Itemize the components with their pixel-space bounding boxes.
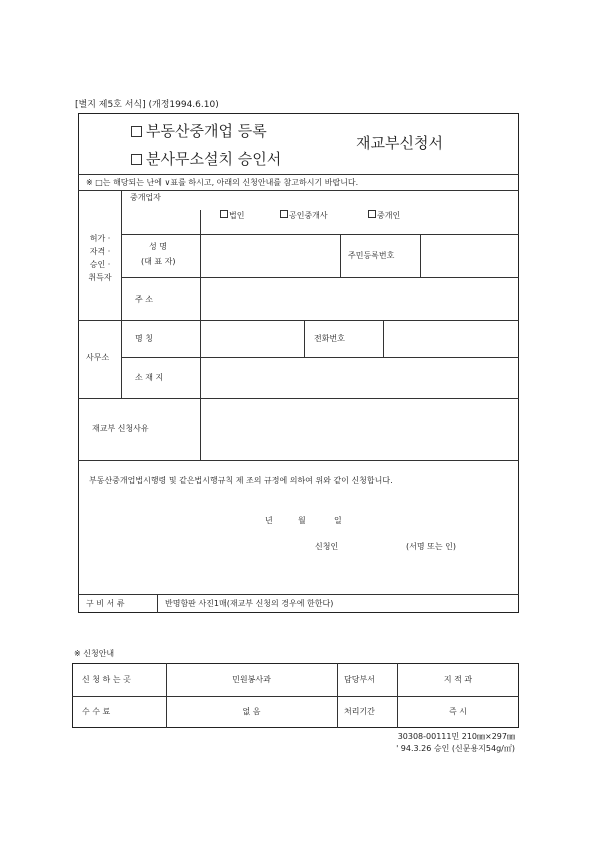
representative-label: (대 표 자): [141, 257, 176, 266]
guide-period-value: 즉 시: [449, 707, 467, 716]
form-number: [별지 제5호 서식] (개정1994.6.10): [75, 100, 219, 110]
date-day: 일: [334, 516, 342, 525]
checkbox-agent[interactable]: [368, 210, 376, 218]
guide-place-label: 신 청 하 는 곳: [82, 675, 131, 684]
guide-period-label: 처리기간: [344, 707, 375, 716]
broker-label: 중개업자: [130, 193, 161, 202]
guide-place-value: 민원봉사과: [232, 675, 271, 684]
office-name-field[interactable]: [202, 322, 302, 356]
title-option-branch-office[interactable]: 분사무소설치 승인서: [131, 152, 281, 167]
reason-field[interactable]: [202, 400, 517, 458]
phone-label: 전화번호: [314, 334, 345, 343]
guide-fee-value: 없 음: [242, 707, 261, 716]
office-section-label: 사무소: [86, 353, 110, 362]
guide-dept-label: 담당부서: [344, 675, 375, 684]
footer-code: 30308-00111민 210㎜×297㎜: [397, 732, 515, 741]
applicant-label: 신청인: [315, 542, 339, 551]
resident-id-label: 주민등록번호: [348, 251, 395, 260]
title-option-registration[interactable]: 부동산중개업 등록: [131, 124, 267, 139]
guide-dept-value: 지 적 과: [443, 675, 473, 684]
broker-option-agent[interactable]: 중개인: [368, 210, 400, 220]
address-label: 주 소: [135, 295, 153, 304]
guide-title: ※ 신청안내: [74, 649, 115, 658]
declaration-text: 부동산중개업법시행령 및 같은법시행규칙 제 조의 규정에 의하여 위와 같이 신청합니다.: [89, 476, 393, 485]
broker-option-licensed[interactable]: 공인중개사: [280, 210, 328, 220]
address-field[interactable]: [202, 279, 517, 318]
signature-label: (서명 또는 인): [406, 542, 456, 551]
form-title: 재교부신청서: [356, 134, 443, 152]
broker-option-corporation[interactable]: 법인: [220, 210, 244, 220]
date-year: 년: [265, 516, 273, 525]
attachments-value: 반명함판 사진1매(재교부 신청의 경우에 한한다): [165, 599, 334, 608]
attachments-label: 구 비 서 류: [86, 599, 125, 608]
holder-section-label: 허가 · 자격 · 승인 · 취득자: [88, 234, 112, 282]
checkbox-corporation[interactable]: [220, 210, 228, 218]
footer-approval: ' 94.3.26 승인 (신문용지54g/㎡): [396, 744, 515, 753]
name-field[interactable]: [202, 236, 338, 277]
phone-field[interactable]: [385, 322, 517, 356]
office-name-label: 명 칭: [135, 334, 153, 343]
checkbox-registration[interactable]: [131, 126, 142, 137]
name-label: 성 명: [149, 242, 167, 251]
office-location-field[interactable]: [202, 359, 517, 396]
checkbox-licensed[interactable]: [280, 210, 288, 218]
resident-id-field[interactable]: [422, 236, 517, 277]
checkbox-branch-office[interactable]: [131, 154, 142, 165]
date-month: 월: [298, 516, 306, 525]
applicant-name-field[interactable]: [350, 538, 400, 554]
guide-fee-label: 수 수 료: [82, 707, 111, 716]
office-location-label: 소 재 지: [135, 373, 164, 382]
reason-label: 재교부 신청사유: [92, 424, 149, 433]
instruction-text: ※ □는 해당되는 난에 ∨표를 하시고, 아래의 신청안내를 참고하시기 바랍니다.: [86, 178, 359, 187]
